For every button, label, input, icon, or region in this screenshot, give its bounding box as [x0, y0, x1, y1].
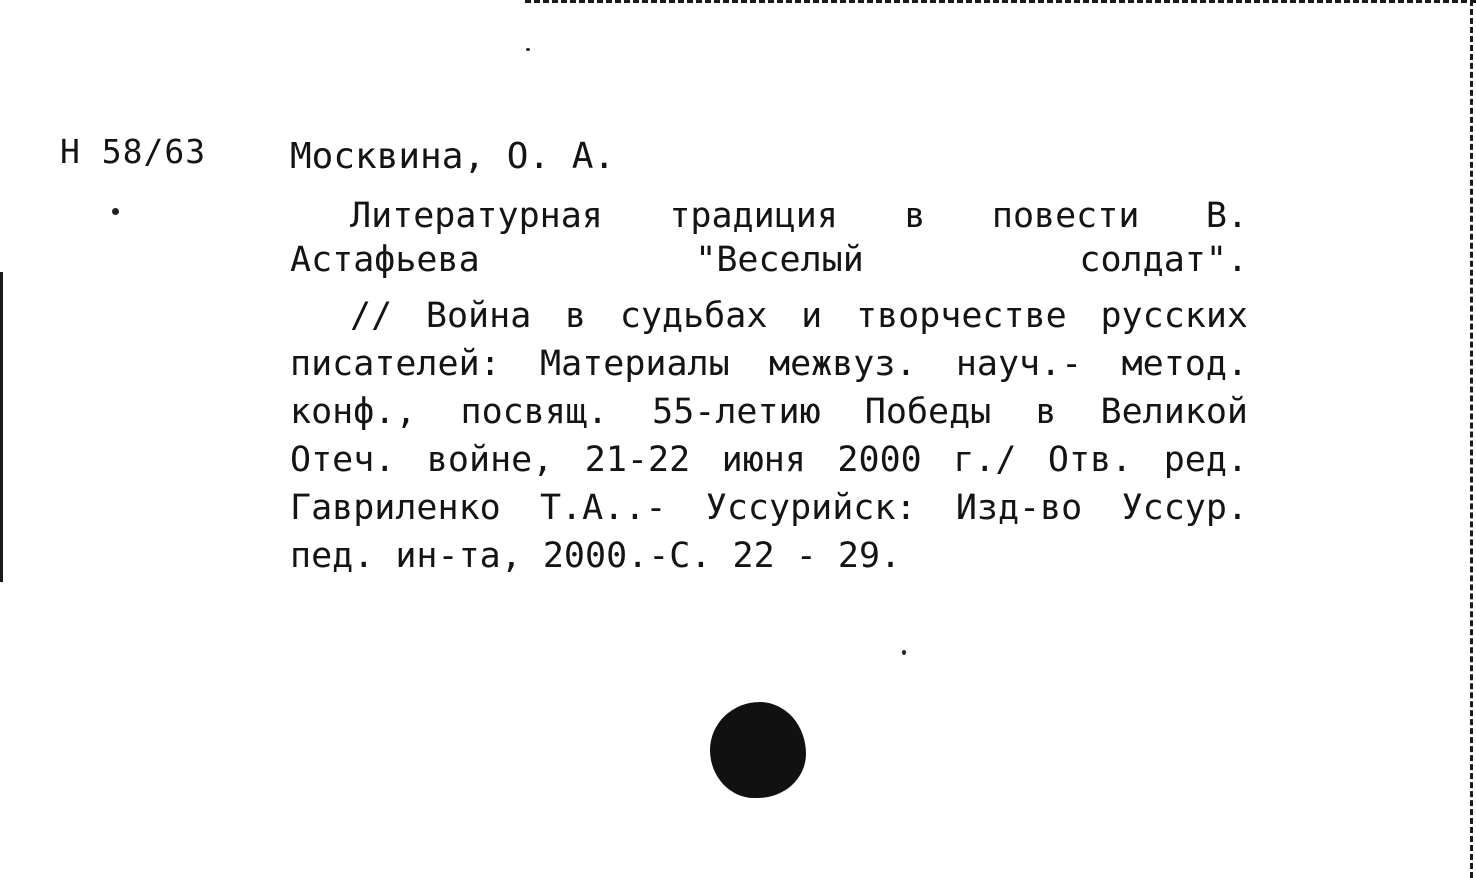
author-heading: Москвина, О. А. — [290, 136, 616, 177]
source-line: писателей: Материалы межвуз. науч.- метод. — [290, 344, 1248, 384]
speck — [526, 48, 530, 51]
speck — [902, 650, 906, 655]
top-dashed-edge — [525, 0, 1476, 3]
shelfmark: Н 58/63 — [60, 132, 207, 171]
punch-hole — [710, 702, 806, 798]
source-line: Отеч. войне, 21-22 июня 2000 г./ Отв. ред. — [290, 440, 1248, 480]
source-line: // Война в судьбах и творчестве русских — [350, 296, 1248, 336]
source-line: конф., посвящ. 55-летию Победы в Великой — [290, 392, 1248, 432]
source-line: пед. ин-та, 2000.-С. 22 - 29. — [290, 536, 902, 576]
title-line: Астафьева "Веселый солдат". — [290, 240, 1248, 280]
title-line: Литературная традиция в повести В. — [350, 196, 1248, 236]
speck — [112, 208, 119, 215]
source-line: Гавриленко Т.А..- Уссурийск: Изд-во Уссур. — [290, 488, 1248, 528]
left-edge-line — [0, 272, 3, 582]
right-dashed-edge — [1470, 0, 1473, 878]
